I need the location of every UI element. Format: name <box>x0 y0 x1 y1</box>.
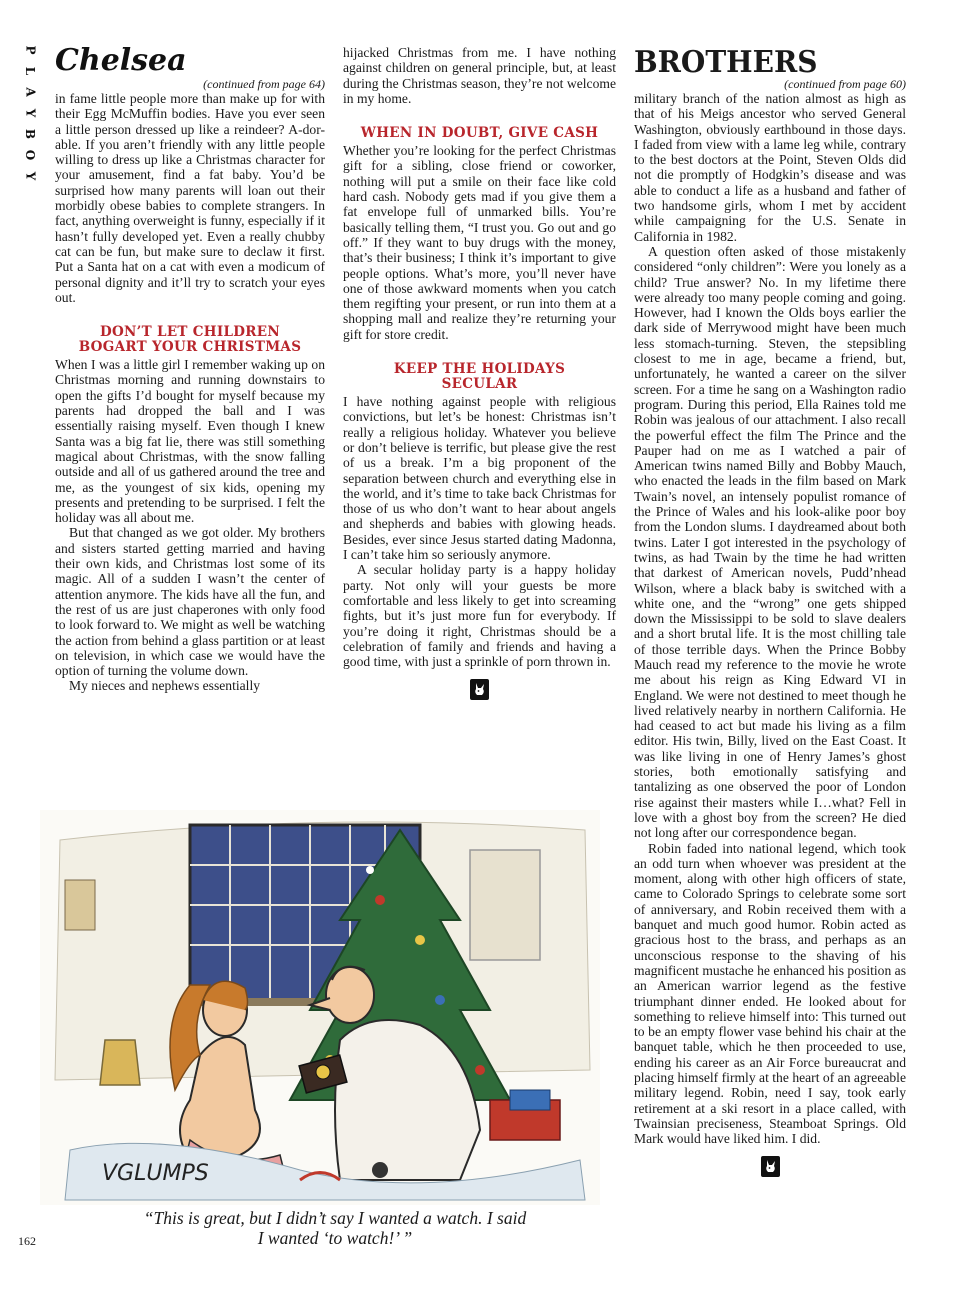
body-paragraph: Robin faded into national legend, which took an odd turn when whoever was president at the moment, along with other high officers of state, came to Colorado Springs to celebrate some sort of anniversary, and Robin received them with a banquet and much good humor. Robin acted as gracious host to the brass, and perhaps as an unconscious response to the shaving of his magnificent mustache he enhanced his position as an American warrior legend as the festive triumphant dinner ended. He looked about for something to relieve himself into: This turned out to be an empty flower vase behind his chair at the banquet table, which he then proceeded to use, ending his career as an Air Force bureaucrat and placing himself firmly at the heart of an agreeable military legend. Robin, need I say, took early retirement at a ski resort in a place called, with Twainsian preciseness, Steamboat Springs. Old Mark would have liked him. I did. <box>634 840 906 1147</box>
chelsea-column-1 <box>55 45 325 694</box>
chelsea-column-2 <box>343 45 616 700</box>
cartoonist-signature: VGLUMPS <box>102 1161 209 1186</box>
rabbit-head-icon <box>761 1156 780 1177</box>
body-paragraph: But that changed as we got older. My brothers and sisters started getting married and having their own kids, and Christmas lost some of its magic. All of a sudden I wasn’t the center of attention anymore. The kids have all the fun, and the rest of us are just chaperones with only food to look forward to. We might as well be watching the action from behind a glass partition or at least on television, in which case we would have the option of turning the volume down. <box>55 525 325 679</box>
brothers-continued-note: (continued from page 60) <box>784 77 906 91</box>
chelsea-title: Chelsea <box>55 43 187 78</box>
body-paragraph: military branch of the nation almost as high as that of his Meigs ancestor who served General Washington, obviously earthbound in those days. I faded from view with a lame leg while, contrary to the best doctors at the Point, Steven Olds did not die promptly of Hodgkin’s disease and was able to conduct a life as a husband and father of two handsome girls, whom I met by accident while campaigning for the U.S. Senate in California in 1982. <box>634 91 906 244</box>
rabbit-head-icon <box>470 679 489 700</box>
page-number: 162 <box>18 1234 36 1248</box>
section-heading-children: DON’T LET CHILDREN BOGART YOUR CHRISTMAS <box>78 324 302 356</box>
body-paragraph: I have nothing against people with religious convictions, but let’s be honest: Christmas isn’t really a religious holiday. Whatever you believe or don’t believe is terrific, but please give the rest of us a break. I’m a big proponent of the separation between church and everything else in the world, and it’s time to take back Christmas for those of us who don’t want to hear about angels and shepherds and babies with glowing heads. Besides, ever since Jesus started dating Madonna, I can’t take him so seriously anymore. <box>343 394 616 563</box>
cartoon-illustration <box>40 810 600 1205</box>
body-paragraph: When I was a little girl I remember waking up on Christmas morning and running downstairs to open the gifts I’d bought for myself because my parents had dropped the ball and I was essentially raising myself. Even though I knew Santa was a big fat lie, there was still something magical about Christmas, with the snow falling outside and all of us gathered around the tree and me, as the youngest of six kids, opening my presents and pretending to be surprised. I felt the holiday was all about me. <box>55 357 325 526</box>
section-heading-cash: WHEN IN DOUBT, GIVE CASH <box>360 125 599 142</box>
cartoon-caption: “This is great, but I didn’t say I wanted a watch. I said I wanted ‘to watch!’ ” <box>143 1208 527 1248</box>
brothers-title: BROTHERS <box>634 43 818 80</box>
body-paragraph: A secular holiday party is a happy holiday party. Not only will your guests be more comfortable and less likely to get into screaming fights, but it’s just more fun for everybody. If you’re doing it right, Christmas should be a celebration of family and friends and having a good time, with just a sprinkle of porn thrown in. <box>343 562 616 670</box>
body-paragraph: My nieces and nephews essentially <box>69 678 261 694</box>
body-paragraph: A question often asked of those mistakenly considered “only children”: Were you lonely as a child? True answer? No. In my lifetime there were already too many people coming and going. However, had I known the Olds boys earlier the dark side of Merrywood might have been much less stomach-turning. Steven, the stepsibling closest to me in age, became a friend, but, unfortunately, he wanted a career on the silver screen. For a time he sang on a Washington radio program. During this period, Ella Raines told me Robin was jealous of our attachment. I also recall the powerful effect the film The Prince and the Pauper had on me as I watched a pair of American twins named Billy and Bobby Mauch, who enacted the leads in the film based on Mark Twain’s novel, an intensely populist romance of the Prince of Wales and his look-alike poor boy from the London slums. I daydreamed about both twins. Later I got interested in the psychology of twins, as had Twain by the time he had written that darkest of American novels, Pudd’nhead Wilson, where a black baby is switched with a white one, and the “wrong” one gets shipped down the Mississippi to be sold to slave dealers and a short brutal life. It is the most chilling tale of those terrible days. When the Prince Bobby Mauch read my reference to the movie he wrote me about his reign as King Edward VI in England. We were not destined to meet though he lived relatively nearby in northern California. He had ceased to act but made his living as a film editor. His twin, Billy, lived on the East Coast. It was like living in one of Henry James’s ghost stories, both emotionally satisfying and tantalizing as one observed the poor of London rise against their masters while I…what? Fell in love with a ghost boy from the screen? He died not long after our correspondence began. <box>634 243 906 841</box>
body-paragraph: Whether you’re looking for the perfect Christmas gift for a sibling, close friend or coworker, nothing will put a smile on their face like cold hard cash. Nobody gets mad if you give them a fat envelope full of unmarked bills. You’re basically telling them, “I trust you. Go out and go off.” If they want to buy drugs with the money, that’s their business; I think it’s important to give people options. What’s more, you’ll never have one of those awkward moments when you catch them regifting your present, or run into them at a shopping mall and realize they’re returning your gift for store credit. <box>343 143 616 342</box>
body-paragraph: hijacked Christmas from me. I have nothing against children on general principle, but, at least during the Christmas season, they’re not welcome in my home. <box>343 45 616 106</box>
chelsea-continued-note: (continued from page 64) <box>203 77 325 91</box>
section-heading-secular: KEEP THE HOLIDAYS SECULAR <box>393 361 566 393</box>
magazine-vertical-logo: P L A Y B O Y <box>23 45 38 182</box>
body-paragraph: in fame little people more than make up for with their Egg McMuffin bodies. Have you ever seen a little person dressed up like a reindeer? A-dor-able. If you aren’t friendly with any little people willing to dress up like a Christmas character for your amusement, find a fat baby. You’d be surprised how many parents will loan out their morbidly obese babies to complete strangers. In fact, anything overweight is funny, especially if it hasn’t fully developed yet. Even a really chubby cat can be fun, but make sure to declaw it first. Put a Santa hat on a cat with even a modicum of personal dignity and it’ll try to scratch your eyes out. <box>55 91 325 305</box>
brothers-column <box>634 45 906 1177</box>
